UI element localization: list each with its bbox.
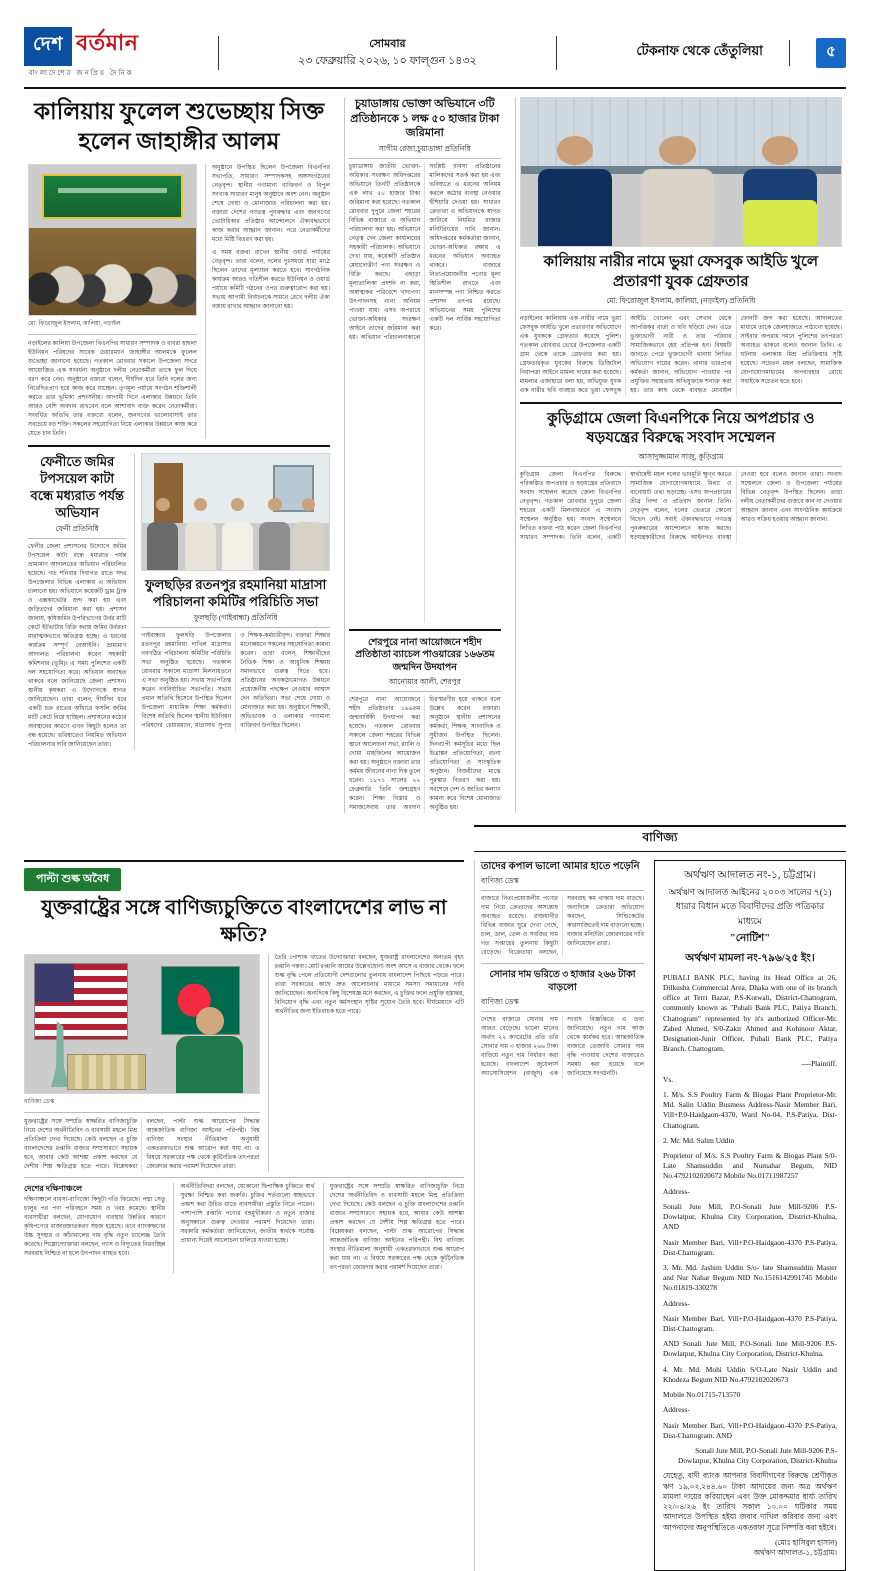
market-byline: বাণিজ্য ডেস্ক (481, 876, 644, 891)
madrasa-headline[interactable]: ফুলছড়ির রতনপুর রহমানিয়া মাদ্রাসা পরিচালনা কমিটির পরিচিতি সভা (145, 576, 327, 609)
lead-body-1: নড়াইলের কালিয়া উপজেলা বিএনপির সাধারণ সম্পাদক ও বাবরা হাছলা ইউনিয়ন পরিষদের সাবেক চেয়ারম্যান জাহাঙ্গীর আলমকে ফুলেল শুভেচ্ছা জানানো হয়েছে। গতকাল রোববার সকালে উপজেলা সদরে আয়োজিত এক সংবর্ধনা অনুষ্ঠানে দলীয় নেতাকর্মীরা তাকে ফুল দিয়ে বরণ করে নেন। অনুষ্ঠানে বক্তারা বলেন, দীর্ঘদিন ধরে তিনি দলের জন্য নিবেদিতপ্রাণ হয়ে কাজ করে যাচ্ছেন। তৃণমূল পর্যায়ে সংগঠন শক্তিশালী করতে তার ভূমিকা প্রশংসনীয়। আগামী দিনে এলাকার উন্নয়নে তিনি আরও বেশি অবদান রাখবেন বলে আশাবাদ ব্যক্ত করেন নেতাকর্মীরা। সংবর্ধিত অতিথি তার বক্তব্যে বলেন, জনগণের ভালোবাসাই তার সবচেয়ে বড় শক্তি। সকলের সহযোগিতা নিয়ে এলাকার উন্নয়নে কাজ করে যেতে চান তিনি। (28, 340, 197, 437)
logo-left-text: দেশ (24, 27, 72, 66)
notice-para: Nasir Member Bari, Vill+P.O-Haidgaon-4370 P.S-Patiya, Dist-Chattogram. (663, 1237, 837, 1257)
business-sub-body: দক্ষিণাঞ্চলে ব্যবসা-বাণিজ্যে কিছুটা গতি ফিরেছে। পদ্মা সেতু চালুর পর পণ্য পরিবহনে সময় ও খরচ কমেছে। স্থানীয় ব্যবসায়ীরা বলছেন, যোগাযোগ ব্যবস্থার উন্নতির কারণে কৃষিপণ্যের বাজারজাতকরণ সহজ হয়েছে। তবে ব্যাংকঋণের উচ্চ সুদহার ও কাঁচামালের দাম বৃদ্ধি নতুন চ্যালেঞ্জ তৈরি করেছে। শিল্পোদ্যোক্তারা বলছেন, গ্যাস ও বিদ্যুতের নিরবচ্ছিন্ন সরবরাহ নিশ্চিত না হলে উৎপাদন ব্যাহত হবে। (24, 1196, 166, 1257)
chuadanga-body: চুয়াডাঙ্গায় জাতীয় ভোক্তা-অধিকার সংরক্ষণ অধিদপ্তরের অভিযানে তিনটি প্রতিষ্ঠানকে এক লাখ ৫০ হাজার টাকা জরিমানা করা হয়েছে। গতকাল রোববার দুপুরে জেলা শহরের বিভিন্ন বাজারে এ অভিযান পরিচালনা করা হয়। অভিযানে নেতৃত্ব দেন জেলা কার্যালয়ের সহকারী পরিচালক। অভিযানে দেখা যায়, কয়েকটি প্রতিষ্ঠান মেয়াদোত্তীর্ণ পণ্য সংরক্ষণ ও বিক্রি করছে। এছাড়া মূল্যতালিকা প্রদর্শন না করা, অস্বাস্থ্যকর পরিবেশে খাদ্যপণ্য উৎপাদনসহ নানা অনিয়ম পাওয়া যায়। এসব অপরাধে ভোক্তা-অধিকার সংরক্ষণ আইনে তাদের জরিমানা করা হয়। অভিযান পরিচালনাকালে সংশ্লিষ্ট ব্যবসা প্রতিষ্ঠানের মালিকদের সতর্ক করা হয় এবং ভবিষ্যতে এ ধরনের অনিয়ম করলে কঠোর ব্যবস্থা নেওয়ার হুঁশিয়ারি দেওয়া হয়। সাধারণ ক্রেতারা এ অভিযানকে স্বাগত জানিয়ে নিয়মিত বাজার মনিটরিংয়ের দাবি জানান। অধিদপ্তরের কর্মকর্তারা জানান, ভোক্তা-অধিকার রক্ষায় এ ধরনের অভিযান অব্যাহত থাকবে। বাজারে নিত্যপ্রয়োজনীয় পণ্যের মূল্য স্থিতিশীল রাখতে এবং মানসম্পন্ন পণ্য নিশ্চিত করতে প্রশাসন তৎপর রয়েছে। অভিযানের সময় পুলিশের একটি দল সার্বিক সহযোগিতা করে। (349, 163, 501, 341)
notice-para: 4. Mr. Md. Mohi Uddin S/O-Late Nasir Uddin and Khodeza Begum NID No.4792102020673 (663, 1364, 837, 1384)
notice-para: Sonali Jute Mill, P.O-Sonali Jute Mill-9206 P.S-Dowlatpur, Khulna City Corporation, District-Khulna (678, 1446, 837, 1466)
column-lead (24, 97, 334, 813)
masthead-day: সোমবার (369, 38, 406, 50)
masthead-right (636, 38, 846, 68)
notice-para: Address- (663, 1405, 690, 1415)
chuadanga-headline[interactable]: চুয়াডাঙ্গায় ভোক্তা অভিযানে ৩টি প্রতিষ্ঠানকে ১ লক্ষ ৫০ হাজার টাকা জরিমানা (350, 98, 500, 140)
gold-price-headline[interactable]: সোনার দাম ভরিতে ৩ হাজার ২৬৬ টাকা বাড়লো (489, 970, 636, 993)
business-byline: বাণিজ্য ডেস্ক (24, 1098, 55, 1105)
kurigram-body: কুড়িগ্রাম জেলা বিএনপির বিরুদ্ধে পরিকল্পিত অপপ্রচার ও ষড়যন্ত্রের প্রতিবাদে সংবাদ সম্মেলন করেছে জেলা বিএনপির নেতৃবৃন্দ। গতকাল রোববার দুপুরে জেলা শহরের একটি মিলনায়তনে এ সংবাদ সম্মেলন অনুষ্ঠিত হয়। সংবাদ সম্মেলনে লিখিত বক্তব্য পাঠ করেন জেলা বিএনপির সাধারণ সম্পাদক। তিনি বলেন, একটি স্বার্থান্বেষী মহল দলের ভাবমূর্তি ক্ষুণ্ন করতে সামাজিক যোগাযোগমাধ্যমে মিথ্যা ও বানোয়াট তথ্য ছড়াচ্ছে। এসব অপপ্রচারের তীব্র নিন্দা ও প্রতিবাদ জানান তিনি। নেতৃবৃন্দ বলেন, দলের ভেতরে কোনো বিভেদ নেই। সবাই ঐক্যবদ্ধভাবে গণতন্ত্র পুনরুদ্ধারের আন্দোলনে কাজ করছে। ষড়যন্ত্রকারীদের বিরুদ্ধে আইনগত ব্যবস্থা নেওয়া হবে বলেও জানান তারা। সংবাদ সম্মেলনে জেলা ও উপজেলা পর্যায়ের বিভিন্ন নেতৃবৃন্দ উপস্থিত ছিলেন। তারা দলীয় নেতাকর্মীদের গুজবে কান না দেওয়ার আহ্বান জানান এবং সাংগঠনিক কার্যক্রমে আরও সক্রিয় হওয়ার আহ্বান জানান। (519, 472, 842, 542)
arrest-byline: মো. ফিরোজুল ইসলাম, কালিয়া, (নড়াইল) প্রতিনিধি (520, 296, 842, 311)
masthead-date: ২৩ ফেব্রুয়ারি ২০২৬, ১০ ফাল্গুন ১৪৩২ (298, 54, 477, 67)
notice-para: AND Sonali Jute Mill, P.O-Sonali Jute Mill-9206 P.S-Dowlatpur, Khulna City Corporation, District-Khulna. (663, 1339, 837, 1359)
notice-body (663, 973, 837, 1559)
lead-photo-caption: মো. ফিরোজুল ইসলাম, কালিয়া, নড়াইল (28, 320, 121, 327)
gold-price-byline: বাণিজ্য ডেস্ক (481, 997, 644, 1012)
lead-body-2: অনুষ্ঠানে উপস্থিত ছিলেন উপজেলা বিএনপির সভাপতি, সাধারণ সম্পাদকসহ অঙ্গসংগঠনের নেতৃবৃন্দ। স্থানীয় গণ্যমান্য ব্যক্তিবর্গ ও বিপুল সংখ্যক সাধারণ মানুষ অনুষ্ঠানে অংশ নেন। অনুষ্ঠান শেষে দোয়া ও মোনাজাত পরিচালনা করা হয়। বক্তারা দেশের গণতন্ত্র পুনরুদ্ধার এবং জনগণের ভোটাধিকার প্রতিষ্ঠার আন্দোলনে ঐক্যবদ্ধভাবে কাজ করার আহ্বান জানান। পরে নেতাকর্মীদের মধ্যে মিষ্টি বিতরণ করা হয়। (211, 164, 330, 243)
masthead-divider-right (556, 36, 557, 70)
business-main (24, 860, 464, 1571)
masthead-date-block (298, 36, 477, 69)
business-body-3b: যুক্তরাষ্ট্রের সঙ্গে সম্প্রতি স্বাক্ষরিত বাণিজ্যচুক্তি নিয়ে দেশের অর্থনীতিবিদ ও ব্যবসায়ী মহলে মিশ্র প্রতিক্রিয়া দেখা দিয়েছে। কেউ বলছেন এ চুক্তি বাংলাদেশের রপ্তানি বাজার সম্প্রসারণে সহায়ক হবে, আবার কেউ আশঙ্কা প্রকাশ করছেন যে দেশীয় শিল্প ক্ষতিগ্রস্ত হতে পারে। বিশ্লেষকরা বলছেন, পাল্টা শুল্ক আরোপের সিদ্ধান্ত আন্তর্জাতিক বাণিজ্য আইনের পরিপন্থী। বিশ্ব বাণিজ্য সংস্থার নীতিমালা অনুযায়ী একতরফাভাবে শুল্ক আরোপ করা যায় না। এ বিষয়ে সরকারের পক্ষ থেকে কূটনৈতিক তৎপরতা জোরদার করার পরামর্শ দিয়েছেন তারা। (329, 1183, 464, 1271)
notice-para: 2. Mr. Md. Salim Uddin (663, 1135, 735, 1145)
sherpur-body: শেরপুরে নানা আয়োজনে শহীদ প্রতিষ্ঠাতার ১৬৬তম জন্মবার্ষিকী উদযাপন করা হয়েছে। গতকাল রোববার সকালে জেলা শহরের বিভিন্ন স্থানে আলোচনা সভা, র‍্যালি ও দোয়া মাহফিলের আয়োজন করা হয়। অনুষ্ঠানে বক্তারা তার কর্মময় জীবনের নানা দিক তুলে ধরেন। ১৮৭১ সালের ২২ ফেব্রুয়ারি তিনি জন্মগ্রহণ করেন। শিক্ষা বিস্তার ও সমাজসেবায় তার অবদান চিরস্মরণীয় হয়ে থাকবে বলে উল্লেখ করেন বক্তারা। অনুষ্ঠানে স্থানীয় প্রশাসনের কর্মকর্তা, শিক্ষক, সাংবাদিক ও সুধীজন উপস্থিত ছিলেন। দিনব্যাপী কর্মসূচির মধ্যে ছিল চিত্রাঙ্কন প্রতিযোগিতা, রচনা প্রতিযোগিতা ও সাংস্কৃতিক অনুষ্ঠান। বিজয়ীদের মাঝে পুরস্কার বিতরণ করা হয়। সবশেষে দেশ ও জাতির কল্যাণ কামনা করে বিশেষ মোনাজাত অনুষ্ঠিত হয়। (349, 697, 501, 812)
business-headline[interactable]: যুক্তরাষ্ট্রের সঙ্গে বাণিজ্যচুক্তিতে বাংলাদেশের লাভ না ক্ষতি? (41, 897, 447, 946)
kurigram-headline[interactable]: কুড়িগ্রামে জেলা বিএনপিকে নিয়ে অপপ্রচার ও ষড়যন্ত্রের বিরুদ্ধে সংবাদ সম্মেলন (547, 410, 815, 447)
madrasa-body: গাইবান্ধার ফুলছড়ি উপজেলার রতনপুর রহমানিয়া দাখিল মাদ্রাসার নবগঠিত পরিচালনা কমিটির পরিচিতি সভা অনুষ্ঠিত হয়েছে। গতকাল রোববার সকালে মাদ্রাসা মিলনায়তনে এ সভা অনুষ্ঠিত হয়। সভায় সভাপতিত্ব করেন নবনির্বাচিত সভাপতি। সভায় প্রধান অতিথি হিসেবে উপস্থিত ছিলেন উপজেলা মাধ্যমিক শিক্ষা কর্মকর্তা। বিশেষ অতিথি ছিলেন স্থানীয় ইউনিয়ন পরিষদের চেয়ারম্যান, মাদ্রাসার সুপার ও শিক্ষক-কর্মচারীবৃন্দ। বক্তারা শিক্ষার মানোন্নয়নে সকলের সহযোগিতা কামনা করেন। তারা বলেন, শিক্ষার্থীদের নৈতিক শিক্ষা ও আধুনিক শিক্ষায় সমানভাবে গুরুত্ব দিতে হবে। প্রতিষ্ঠানের অবকাঠামোগত উন্নয়নে প্রয়োজনীয় পদক্ষেপ নেওয়ার আশ্বাস দেন অতিথিরা। সভা শেষে দোয়া ও মোনাজাত করা হয়। অনুষ্ঠানে শিক্ষার্থী, অভিভাবক ও এলাকার গণ্যমান্য ব্যক্তিবর্গ উপস্থিত ছিলেন। (141, 633, 331, 730)
bottom-section-grid (24, 860, 846, 1571)
business-section-label: বাণিজ্য (474, 825, 846, 852)
arrest-body: নড়াইলের কালিয়ায় এক নারীর নামে ভুয়া ফেসবুক আইডি খুলে প্রতারণার অভিযোগে এক যুবককে গ্রেফতার করেছে পুলিশ। গতকাল রোববার ভোরে উপজেলার একটি গ্রাম থেকে তাকে গ্রেফতার করা হয়। গ্রেফতারকৃত যুবকের বিরুদ্ধে ডিজিটাল নিরাপত্তা আইনে মামলা দায়ের করা হয়েছে। মামলার এজাহারে বলা হয়, অভিযুক্ত যুবক এক নারীর ছবি ব্যবহার করে ভুয়া ফেসবুক আইডি খোলেন এবং সেখান থেকে আপত্তিকর বার্তা ও ছবি ছড়িয়ে দেন। এতে ভুক্তভোগী নারী ও তার পরিবার সামাজিকভাবে হেয় প্রতিপন্ন হন। বিষয়টি জানতে পেরে ভুক্তভোগী থানায় লিখিত অভিযোগ দায়ের করেন। থানার ভারপ্রাপ্ত কর্মকর্তা জানান, অভিযোগ পাওয়ার পর প্রযুক্তির সহায়তায় অভিযুক্তকে শনাক্ত করা হয়। তার কাছ থেকে ব্যবহৃত মোবাইল ফোনটি জব্দ করা হয়েছে। আদালতের মাধ্যমে তাকে জেলহাজতে পাঠানো হয়েছে। সাইবার অপরাধ দমনে পুলিশের তৎপরতা অব্যাহত থাকবে বলেও জানান তিনি। এ ঘটনায় এলাকায় মিশ্র প্রতিক্রিয়ার সৃষ্টি হয়েছে। সচেতন মহল বলছেন, সামাজিক যোগাযোগমাধ্যমের অপব্যবহার রোধে সবাইকে সচেতন হতে হবে। (519, 315, 842, 394)
chuadanga-byline: সাগীম রেজা,চুয়াডাঙ্গা প্রতিনিধি (349, 144, 501, 159)
business-body-3: অর্থনীতিবিদরা বলছেন, যেকোনো দ্বিপাক্ষিক চুক্তিতে স্বার্থ সুরক্ষা নিশ্চিত করা জরুরি। চুক্তির শর্তগুলো স্বচ্ছভাবে প্রকাশ করা উচিত যাতে ব্যবসায়ীরা প্রস্তুতি নিতে পারেন। পাশাপাশি রপ্তানি পণ্যের বহুমুখীকরণ ও নতুন বাজার অনুসন্ধানে গুরুত্ব দেওয়ার পরামর্শ দিয়েছেন তারা। সরকারি কর্মকর্তারা জানিয়েছেন, জাতীয় স্বার্থকে সর্বোচ্চ প্রাধান্য দিয়েই আলোচনা চালিয়ে যাওয়া হচ্ছে। (180, 1183, 315, 1244)
top-section-grid (24, 97, 846, 813)
madrasa-photo (141, 453, 330, 571)
business-body-1: যুক্তরাষ্ট্রের সঙ্গে সম্প্রতি স্বাক্ষরিত বাণিজ্যচুক্তি নিয়ে দেশের অর্থনীতিবিদ ও ব্যবসায়ী মহলে মিশ্র প্রতিক্রিয়া দেখা দিয়েছে। কেউ বলছেন এ চুক্তি বাংলাদেশের রপ্তানি বাজার সম্প্রসারণে সহায়ক হবে, আবার কেউ আশঙ্কা প্রকাশ করছেন যে দেশীয় শিল্প ক্ষতিগ্রস্ত হতে পারে। বিশ্লেষকরা বলছেন, পাল্টা শুল্ক আরোপের সিদ্ধান্ত আন্তর্জাতিক বাণিজ্য আইনের পরিপন্থী। বিশ্ব বাণিজ্য সংস্থার নীতিমালা অনুযায়ী একতরফাভাবে শুল্ক আরোপ করা যায় না। এ বিষয়ে সরকারের পক্ষ থেকে কূটনৈতিক তৎপরতা জোরদার করার পরামর্শ দিয়েছেন তারা। (24, 1118, 260, 1170)
topsoil-byline: ফেনী প্রতিনিধি (28, 524, 126, 539)
kurigram-byline: আসাদুজ্জামান সাজু, কুড়িগ্রাম (520, 452, 842, 467)
story-topsoil (28, 453, 126, 751)
notice-para: Mobile No.01715-713570 (663, 1390, 741, 1400)
notice-para: Address- (663, 1298, 690, 1308)
notice-sign-title: অর্থঋণ আদালত-১, চট্টগ্রাম। (753, 1547, 837, 1557)
masthead-divider-left (218, 36, 219, 70)
notice-para: Nasir Member Bari, Vill+P.O-Haidgaon-4370 P.S-Patiya, Dist-Chattogram. AND (663, 1420, 837, 1440)
logo-tagline: বাংলাদেশের জনপ্রিয় দৈনিক (28, 70, 134, 77)
legal-notice-box (654, 860, 846, 1571)
story-madrasa (134, 453, 330, 751)
trade-photo (24, 954, 260, 1094)
column-kalia-arrest (515, 97, 846, 813)
notice-sign-name: (মোঃ হাসিবুল হাসান) (775, 1537, 837, 1547)
topsoil-body: ফেনীর জেলা প্রশাসনের উদ্যোগে জমির টপসয়েল কাটা বন্ধে মধ্যরাত পর্যন্ত ভ্রাম্যমাণ আদালতের অভিযান পরিচালিত হয়েছে। গত শনিবার দিবাগত রাতে সদর উপজেলার বিভিন্ন এলাকায় এ অভিযান চালানো হয়। অভিযানে কয়েকটি ড্রাম ট্রাক ও এক্সকাভেটর জব্দ করা হয় এবং জড়িতদের জরিমানা করা হয়। প্রশাসন জানায়, কৃষিজমির উপরিভাগের উর্বর মাটি কেটে ইটভাটায় বিক্রি করায় জমির উর্বরতা মারাত্মকভাবে ক্ষতিগ্রস্ত হচ্ছে। এ ধরনের কার্যক্রম সম্পূর্ণ বেআইনি। ভ্রাম্যমাণ আদালত পরিচালনা করেন সহকারী কমিশনার (ভূমি)। এ সময় পুলিশের একটি দল সহযোগিতা করে। অভিযান অব্যাহত থাকবে বলে জানিয়েছে জেলা প্রশাসন। স্থানীয় কৃষকরা এ উদ্যোগকে স্বাগত জানিয়েছেন। তারা বলেন, দীর্ঘদিন ধরে একটি চক্র রাতের আঁধারে ফসলি জমির মাটি কেটে নিয়ে যাচ্ছিল। প্রশাসনের কঠোর অবস্থানের কারণে এখন কিছুটা হলেও তা বন্ধ হয়েছে। ভবিষ্যতেও নিয়মিত অভিযান পরিচালনার দাবি জানিয়েছেন তারা। (28, 544, 127, 749)
market-body-1: বাজারে নিত্যপ্রয়োজনীয় পণ্যের দাম নিয়ে ক্রেতাদের অসন্তোষ অব্যাহত রয়েছে। রাজধানীর বিভিন্ন বাজার ঘুরে দেখা গেছে, চাল, ডাল, তেল ও সবজির দাম গত সপ্তাহের তুলনায় কিছুটা বেড়েছে। বিক্রেতারা বলছেন, সরবরাহ কম থাকায় দাম বাড়ছে। অন্যদিকে ক্রেতারা অভিযোগ করছেন, সিন্ডিকেটের কারসাজিতেই দাম বাড়ানো হচ্ছে। বাজার মনিটরিং জোরদারের দাবি জানিয়েছেন তারা। (481, 896, 645, 957)
topsoil-headline[interactable]: ফেনীতে জমির টপসয়েল কাটা বন্ধে মধ্যরাত পর্যন্ত অভিযান (30, 453, 124, 521)
gold-price-body: দেশের বাজারে সোনার দাম আরও বেড়েছে। ভালো মানের অর্থাৎ ২২ ক্যারেটের প্রতি ভরি সোনার দাম ৩ হাজার ২৬৬ টাকা বাড়িয়ে নতুন দাম নির্ধারণ করা হয়েছে। বাংলাদেশ জুয়েলার্স অ্যাসোসিয়েশন (বাজুস) এক সংবাদ বিজ্ঞপ্তিতে এ তথ্য জানিয়েছে। নতুন দাম আজ থেকে কার্যকর হবে। আন্তর্জাতিক বাজারে তেজাবি সোনার দাম বৃদ্ধি পাওয়ায় দেশের বাজারেও সমন্বয় করা হয়েছে বলে জানিয়েছে সংগঠনটি। (481, 1017, 644, 1078)
masthead (24, 26, 846, 89)
notice-title: "নোটিশ" (729, 933, 771, 945)
notice-para: Vs. (663, 1074, 674, 1084)
sherpur-headline[interactable]: শেরপুরে নানা আয়োজনে শহীদ প্রতিষ্ঠাতা ব্যাচেল পাওয়ারের ১৬৬তম জন্মদিন উদযাপন (355, 637, 495, 673)
market-headline[interactable]: তাদের কপাল ভালো আমার হাতে পড়েনি (481, 861, 640, 873)
notice-closing: যেহেতু, বাদী ব্যাংক আপনার বিবাদীগণের বিরুদ্ধে শ্রেণীকৃত ঋণ ১৯,০২,২৪৪.৬০ টাকা আদায়ের জন্য অত্র অর্থঋণ মামলা দায়ের করিয়াছেন এবং উক্ত মোকদ্দমার ধার্য্য তারিখ ২২/০৪/২৬ ইং তারিখ সকাল ১০.০০ ঘটিকার সময় আদালতে উপস্থিত হইয়া জবাব দাখিল করিবার জন্য এবং আপনাদের অনুপস্থিতিতে একতরফা সূত্রে নিষ্পত্তি করা হইবে। (663, 1471, 837, 1532)
notice-para: Nasir Member Bari, Vill+P.O-Haidgaon-4370 P.S-Patiya, Dist-Chattogram. (663, 1313, 837, 1334)
lead-headline[interactable]: কালিয়ায় ফুলেল শুভেচ্ছায় সিক্ত হলেন জাহাঙ্গীর আলম (33, 99, 325, 155)
sherpur-byline: আনোয়ার আলী, শেরপুর (349, 677, 501, 692)
arrest-photo (520, 97, 842, 247)
lead-body-3: এ সময় বক্তব্য রাখেন স্থানীয় ওয়ার্ড পর্যায়ের নেতৃবৃন্দ। তারা বলেন, দলের দুঃসময়ে যারা মাঠে ছিলেন তাদের মূল্যায়ন করতে হবে। সাংগঠনিক কার্যক্রম আরও গতিশীল করতে ইউনিয়ন ও ওয়ার্ড পর্যায়ে কমিটি গঠনের ওপর গুরুত্বারোপ করা হয়। সভায় আগামী নির্বাচনকে সামনে রেখে দলীয় ঐক্য বজায় রাখার আহ্বান জানানো হয়। (211, 249, 330, 310)
newspaper-logo[interactable] (24, 26, 138, 79)
business-sub-title: দেশের দক্ষিণাঞ্চলে (24, 1183, 83, 1193)
madrasa-byline: ফুলছড়ি (গাইবান্ধা) প্রতিনিধি (141, 613, 330, 628)
notice-court-line-2: অর্থঋণ আদালত আইনের ২০০৩ সালের ৭(১) ধারার বিধান মতে বিবাদীদের প্রতি পত্রিকার মাধ্যমে (668, 886, 832, 926)
notice-para: Address- (663, 1186, 690, 1196)
notice-para: PUBALI BANK PLC, having its Head Office at 26, Dilkusha Commercial Area, Dhaka with one of its branch office at Terri Bazar, P.S-Kotwali, District-Chattogram, commonly known as "Pubali Bank PLC, Patiya Branch, Chattogram" represented by it's authorized Officer-Mr. Zahed Ahmed, S/0-Zakir Ahmed and Kohinoor Aktar, Designation-Junir Officer, Pubali Bank PLC, Patiya Branch, Chattogram. (663, 972, 837, 1054)
page-number-badge: ৫ (816, 38, 846, 68)
column-chuadanga (344, 97, 505, 813)
notice-case-number: অর্থঋণ মামলা নং-৭৯৬/২৫ ইং। (685, 952, 815, 964)
notice-para: 1. M/s. S.S Poultry Farm & Biogas Plant Proprietor-Mr. Md. Salin Uddin Busmess Address-Nasir Member Bari, Vill+P.0-Haidgaon-4370, Ward No-04, P.S-Patiya, Dist-Chattogram. (663, 1089, 837, 1130)
logo-right-text: বর্তমান (75, 30, 139, 55)
arrest-headline[interactable]: কালিয়ায় নারীর নামে ভুয়া ফেসবুক আইডি খুলে প্রতারণা যুবক গ্রেফতার (543, 254, 819, 290)
business-kicker: পাল্টা শুল্ক অবৈধ (24, 868, 121, 891)
column-market-prices (474, 860, 644, 1571)
masthead-slogan: টেকনাফ থেকে তেঁতুলিয়া (636, 43, 763, 58)
notice-para: Proprietor of M/s. S.S Poultry Farm & Biogas Plant S/0-Late Shamsuddin and Numahar Begum, NID No.4792102020672 Mobile No.01711987257 (663, 1150, 837, 1181)
notice-court-line-1: অর্থঋণ আদালত নং-১, চট্টগ্রাম। (684, 870, 816, 882)
business-body-2: তৈরি পোশাক খাতের উদ্যোক্তারা বলছেন, যুক্তরাষ্ট্র বাংলাদেশের অন্যতম বৃহৎ রপ্তানি গন্তব্য। মোট রপ্তানি আয়ের উল্লেখযোগ্য অংশ আসে এ বাজার থেকে। ফলে শুল্ক বৃদ্ধি পেলে প্রতিযোগী দেশগুলোর তুলনায় বাংলাদেশ পিছিয়ে পড়তে পারে। তারা সরকারের কাছে দ্রুত আলোচনার মাধ্যমে সমস্যা সমাধানের দাবি জানিয়েছেন। অন্যদিকে কিছু বিশেষজ্ঞ মনে করছেন, এ চুক্তির ফলে প্রযুক্তি হস্তান্তর, বিনিয়োগ বৃদ্ধি এবং নতুন কর্মসংস্থান সৃষ্টির সুযোগ তৈরি হবে। দীর্ঘমেয়াদে এটি অর্থনীতির জন্য ইতিবাচক হতে পারে। (274, 954, 464, 1015)
notice-para: Sonali Jute Mill, P.O-Sonali Jute Mill-9206 P.S-Dowlatpur, Khulna City Corporation, District-Khulna, AND (663, 1201, 837, 1232)
notice-para: ----Plaintiff. (801, 1059, 837, 1069)
lead-photo (28, 164, 197, 316)
notice-para: 3. Mr. Md. Jashim Uddin S/o- late Shamsuddin Master and Nur Nahar Begum NID No.1516142991745 Mobile No.01819-330278 (663, 1262, 837, 1293)
